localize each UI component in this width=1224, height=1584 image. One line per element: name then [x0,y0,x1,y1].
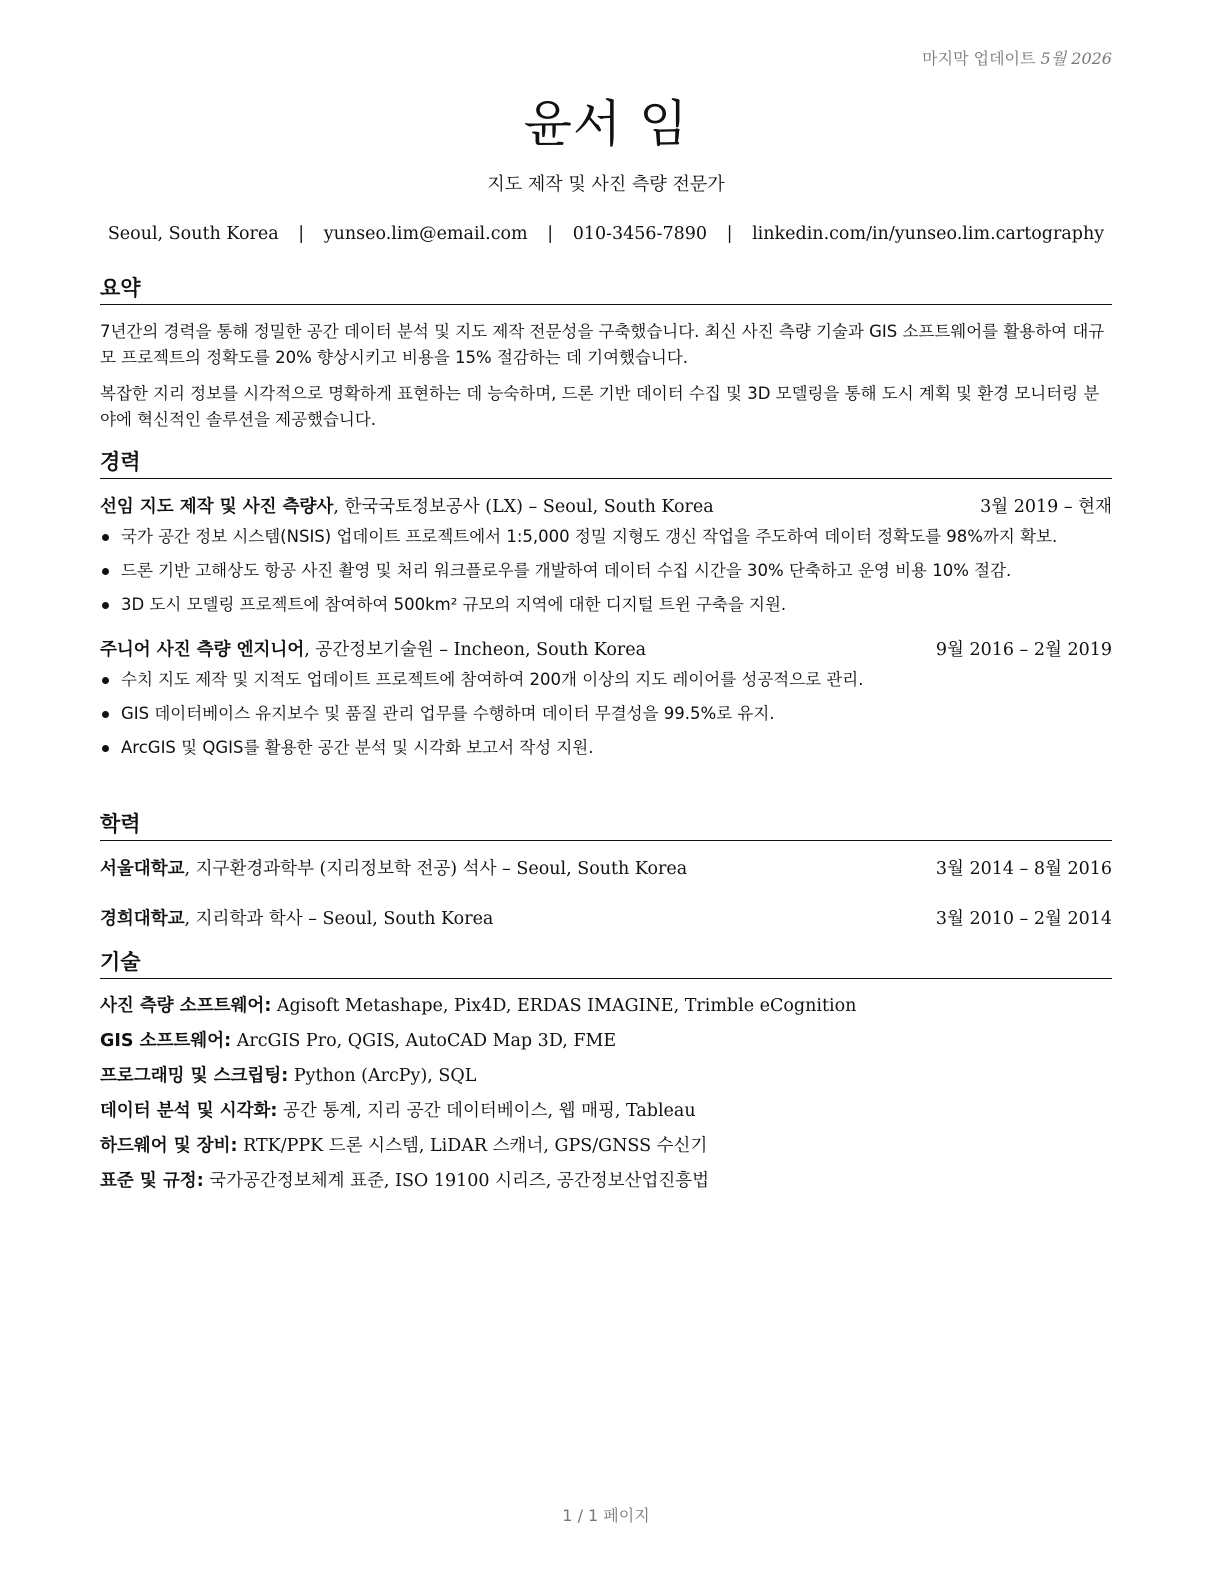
list-item: 국가 공간 정보 시스템(NSIS) 업데이트 프로젝트에서 1:5,000 정밀 지형도 갱신 작업을 주도하여 데이터 정확도를 98%까지 확보. [100,524,1112,550]
summary-paragraph: 7년간의 경력을 통해 정밀한 공간 데이터 분석 및 지도 제작 전문성을 구축했습니다. 최신 사진 측량 기술과 GIS 소프트웨어를 활용하여 대규모 프로젝트의 정확도를 20% 향상시키고 비용을 15% 절감하는 데 기여했습니다. [100,322,1105,367]
contact-separator: | [298,224,305,244]
summary-section [100,274,1112,433]
skill-label: 사진 측량 소프트웨어: [100,996,272,1016]
job-entry [100,636,1112,761]
skill-row [100,1029,1112,1053]
education-dates: 3월 2010 – 2월 2014 [935,909,1112,929]
contact-separator: | [547,224,554,244]
skill-label: 하드웨어 및 장비: [100,1136,238,1156]
education-heading: 학력 [100,810,1112,841]
skill-value: RTK/PPK 드론 시스템, LiDAR 스캐너, GPS/GNSS 수신기 [243,1136,708,1156]
summary-paragraph: 복잡한 지리 정보를 시각적으로 명확하게 표현하는 데 능숙하며, 드론 기반 데이터 수집 및 3D 모델링을 통해 도시 계획 및 환경 모니터링 분야에 혁신적인 솔루션을 제공했습니다. [100,384,1100,429]
job-bullets [100,667,1112,761]
page-number: 1 / 1 페이지 [562,1506,650,1525]
job-organization: , 공간정보기술원 – Incheon, South Korea [304,640,647,660]
skill-row [100,1134,1112,1158]
school-name: 서울대학교 [100,859,185,879]
job-header [100,493,1112,521]
job-dates: 9월 2016 – 2월 2019 [935,640,1112,660]
list-item: 3D 도시 모델링 프로젝트에 참여하여 500km² 규모의 지역에 대한 디지털 트윈 구축을 지원. [100,592,1112,618]
resume-page [100,0,1112,1584]
skill-value: 공간 통계, 지리 공간 데이터베이스, 웹 매핑, Tableau [283,1101,696,1121]
education-entry [100,905,1112,933]
skill-value: ArcGIS Pro, QGIS, AutoCAD Map 3D, FME [236,1031,617,1051]
experience-section [100,448,1112,769]
job-title: 지도 제작 및 사진 측량 전문가 [487,174,725,195]
contact-email-link[interactable]: yunseo.lim@email.com [323,224,528,244]
skill-row [100,1064,1112,1088]
skills-heading: 기술 [100,948,1112,979]
skill-label: GIS 소프트웨어: [100,1031,232,1051]
list-item: GIS 데이터베이스 유지보수 및 품질 관리 업무를 수행하며 데이터 무결성을 99.5%로 유지. [100,701,1112,727]
contact-linkedin-link[interactable]: linkedin.com/in/yunseo.lim.cartography [752,224,1105,244]
last-updated-prefix: 마지막 업데이트 [922,49,1036,68]
contact-line [100,224,1112,244]
degree-detail: , 지구환경과학부 (지리정보학 전공) 석사 – Seoul, South Korea [184,859,688,879]
list-item: ArcGIS 및 QGIS를 활용한 공간 분석 및 시각화 보고서 작성 지원. [100,735,1112,761]
person-name: 윤서 임 [523,95,689,153]
contact-phone: 010-3456-7890 [572,224,708,244]
skill-value: Agisoft Metashape, Pix4D, ERDAS IMAGINE, Trimble eCognition [276,996,857,1016]
skill-label: 데이터 분석 및 시각화: [100,1101,278,1121]
list-item: 드론 기반 고해상도 항공 사진 촬영 및 처리 워크플로우를 개발하여 데이터 수집 시간을 30% 단축하고 운영 비용 10% 절감. [100,558,1112,584]
job-dates: 3월 2019 – 현재 [980,497,1112,517]
experience-heading: 경력 [100,448,1112,479]
education-dates: 3월 2014 – 8월 2016 [935,859,1112,879]
skill-value: Python (ArcPy), SQL [293,1066,477,1086]
contact-location: Seoul, South Korea [107,224,279,244]
degree-detail: , 지리학과 학사 – Seoul, South Korea [184,909,494,929]
job-organization: , 한국국토정보공사 (LX) – Seoul, South Korea [333,497,714,517]
job-role: 주니어 사진 측량 엔지니어 [100,640,305,660]
summary-heading: 요약 [100,274,1112,305]
education-entry [100,855,1112,883]
education-section [100,810,1112,933]
last-updated-date: 5월 2026 [1040,49,1112,68]
contact-separator: | [726,224,733,244]
skill-row [100,1169,1112,1193]
skills-section [100,948,1112,1204]
skill-label: 프로그래밍 및 스크립팅: [100,1066,289,1086]
job-bullets [100,524,1112,618]
list-item: 수치 지도 제작 및 지적도 업데이트 프로젝트에 참여하여 200개 이상의 지도 레이어를 성공적으로 관리. [100,667,1112,693]
skill-row [100,994,1112,1018]
school-name: 경희대학교 [100,909,185,929]
skill-row [100,1099,1112,1123]
job-role: 선임 지도 제작 및 사진 측량사 [100,497,334,517]
skills-list [100,994,1112,1193]
job-header [100,636,1112,664]
skill-label: 표준 및 규정: [100,1171,204,1191]
job-entry [100,493,1112,618]
skill-value: 국가공간정보체계 표준, ISO 19100 시리즈, 공간정보산업진흥법 [209,1171,710,1191]
last-updated [922,46,1112,69]
